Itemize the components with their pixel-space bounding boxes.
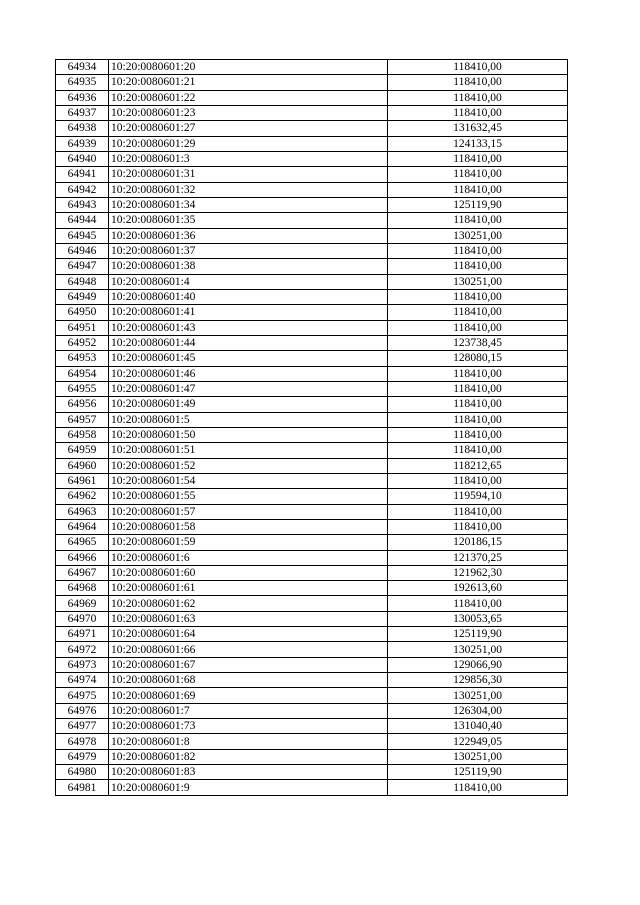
cadastral-number-cell: 10:20:0080601:47 [109,381,388,396]
row-number-cell: 64959 [56,443,109,458]
row-number-cell: 64968 [56,581,109,596]
cadastral-number-cell: 10:20:0080601:60 [109,565,388,580]
table-row [56,780,568,795]
cadastral-value-cell: 118410,00 [388,473,568,488]
cadastral-number-cell: 10:20:0080601:36 [109,228,388,243]
table-row [56,489,568,504]
cadastral-number-cell: 10:20:0080601:29 [109,136,388,151]
cadastral-value-cell: 130251,00 [388,642,568,657]
cadastral-number-cell: 10:20:0080601:69 [109,688,388,703]
cadastral-number-cell: 10:20:0080601:82 [109,749,388,764]
row-number-cell: 64958 [56,427,109,442]
cadastral-number-cell: 10:20:0080601:21 [109,75,388,90]
row-number-cell: 64978 [56,734,109,749]
row-number-cell: 64941 [56,167,109,182]
table-row [56,611,568,626]
row-number-cell: 64946 [56,243,109,258]
cadastral-value-cell: 118212,65 [388,458,568,473]
cadastral-value-cell: 130251,00 [388,688,568,703]
cadastral-value-cell: 118410,00 [388,289,568,304]
row-number-cell: 64940 [56,151,109,166]
table-row [56,565,568,580]
table-row [56,443,568,458]
cadastral-number-cell: 10:20:0080601:46 [109,366,388,381]
table-row [56,320,568,335]
table-row [56,749,568,764]
cadastral-number-cell: 10:20:0080601:9 [109,780,388,795]
row-number-cell: 64956 [56,397,109,412]
table-row [56,335,568,350]
cadastral-value-cell: 121962,30 [388,565,568,580]
row-number-cell: 64957 [56,412,109,427]
row-number-cell: 64975 [56,688,109,703]
table-row [56,504,568,519]
table-row [56,228,568,243]
cadastral-value-cell: 125119,90 [388,197,568,212]
cadastral-number-cell: 10:20:0080601:73 [109,719,388,734]
cadastral-value-cell: 118410,00 [388,504,568,519]
cadastral-value-cell: 118410,00 [388,443,568,458]
cadastral-value-cell: 129856,30 [388,673,568,688]
table-row [56,90,568,105]
row-number-cell: 64938 [56,121,109,136]
row-number-cell: 64947 [56,259,109,274]
cadastral-number-cell: 10:20:0080601:62 [109,596,388,611]
table-row [56,734,568,749]
cadastral-value-cell: 126304,00 [388,703,568,718]
cadastral-value-cell: 130251,00 [388,274,568,289]
row-number-cell: 64953 [56,351,109,366]
table-row [56,105,568,120]
row-number-cell: 64948 [56,274,109,289]
row-number-cell: 64972 [56,642,109,657]
cadastral-number-cell: 10:20:0080601:83 [109,765,388,780]
cadastral-value-cell: 131040,40 [388,719,568,734]
cadastral-number-cell: 10:20:0080601:7 [109,703,388,718]
row-number-cell: 64962 [56,489,109,504]
row-number-cell: 64935 [56,75,109,90]
cadastral-value-cell: 192613,60 [388,581,568,596]
cadastral-value-cell: 131632,45 [388,121,568,136]
cadastral-value-cell: 118410,00 [388,320,568,335]
table-row [56,274,568,289]
cadastral-number-cell: 10:20:0080601:20 [109,60,388,75]
table-row [56,412,568,427]
cadastral-number-cell: 10:20:0080601:68 [109,673,388,688]
cadastral-value-cell: 118410,00 [388,259,568,274]
cadastral-number-cell: 10:20:0080601:31 [109,167,388,182]
cadastral-number-cell: 10:20:0080601:40 [109,289,388,304]
row-number-cell: 64942 [56,182,109,197]
row-number-cell: 64950 [56,305,109,320]
cadastral-value-cell: 125119,90 [388,627,568,642]
cadastral-number-cell: 10:20:0080601:66 [109,642,388,657]
table-row [56,213,568,228]
row-number-cell: 64970 [56,611,109,626]
row-number-cell: 64937 [56,105,109,120]
table-row [56,719,568,734]
cadastral-number-cell: 10:20:0080601:3 [109,151,388,166]
cadastral-number-cell: 10:20:0080601:35 [109,213,388,228]
table-body [56,60,568,796]
table-row [56,642,568,657]
row-number-cell: 64939 [56,136,109,151]
cadastral-value-cell: 118410,00 [388,243,568,258]
table-row [56,596,568,611]
cadastral-value-cell: 129066,90 [388,657,568,672]
cadastral-number-cell: 10:20:0080601:49 [109,397,388,412]
row-number-cell: 64967 [56,565,109,580]
row-number-cell: 64944 [56,213,109,228]
cadastral-number-cell: 10:20:0080601:22 [109,90,388,105]
row-number-cell: 64966 [56,550,109,565]
table-row [56,703,568,718]
cadastral-value-cell: 130251,00 [388,228,568,243]
cadastral-value-cell: 118410,00 [388,381,568,396]
row-number-cell: 64949 [56,289,109,304]
cadastral-value-cell: 118410,00 [388,366,568,381]
table-row [56,75,568,90]
cadastral-value-cell: 118410,00 [388,780,568,795]
cadastral-number-cell: 10:20:0080601:43 [109,320,388,335]
table-row [56,182,568,197]
table-row [56,167,568,182]
table-row [56,581,568,596]
row-number-cell: 64943 [56,197,109,212]
cadastral-value-cell: 118410,00 [388,75,568,90]
table-row [56,243,568,258]
cadastral-value-cell: 118410,00 [388,412,568,427]
cadastral-number-cell: 10:20:0080601:41 [109,305,388,320]
table-row [56,381,568,396]
table-row [56,427,568,442]
table-row [56,151,568,166]
cadastral-number-cell: 10:20:0080601:55 [109,489,388,504]
cadastral-number-cell: 10:20:0080601:63 [109,611,388,626]
row-number-cell: 64963 [56,504,109,519]
row-number-cell: 64954 [56,366,109,381]
cadastral-value-cell: 118410,00 [388,397,568,412]
cadastral-number-cell: 10:20:0080601:64 [109,627,388,642]
row-number-cell: 64945 [56,228,109,243]
cadastral-number-cell: 10:20:0080601:51 [109,443,388,458]
cadastral-value-cell: 121370,25 [388,550,568,565]
cadastral-number-cell: 10:20:0080601:5 [109,412,388,427]
cadastral-number-cell: 10:20:0080601:50 [109,427,388,442]
table-row [56,397,568,412]
row-number-cell: 64969 [56,596,109,611]
cadastral-value-cell: 118410,00 [388,427,568,442]
cadastral-value-cell: 120186,15 [388,535,568,550]
table-row [56,289,568,304]
cadastral-value-cell: 118410,00 [388,90,568,105]
table-row [56,458,568,473]
row-number-cell: 64965 [56,535,109,550]
cadastral-number-cell: 10:20:0080601:44 [109,335,388,350]
row-number-cell: 64980 [56,765,109,780]
cadastral-value-cell: 118410,00 [388,305,568,320]
row-number-cell: 64934 [56,60,109,75]
cadastral-value-cell: 124133,15 [388,136,568,151]
cadastral-number-cell: 10:20:0080601:6 [109,550,388,565]
table-row [56,765,568,780]
cadastral-value-cell: 118410,00 [388,213,568,228]
cadastral-number-cell: 10:20:0080601:34 [109,197,388,212]
cadastral-number-cell: 10:20:0080601:4 [109,274,388,289]
table-row [56,366,568,381]
table-row [56,473,568,488]
cadastral-number-cell: 10:20:0080601:54 [109,473,388,488]
cadastral-value-cell: 130251,00 [388,749,568,764]
cadastral-value-cell: 119594,10 [388,489,568,504]
cadastral-number-cell: 10:20:0080601:32 [109,182,388,197]
cadastral-number-cell: 10:20:0080601:67 [109,657,388,672]
row-number-cell: 64951 [56,320,109,335]
cadastral-value-table [55,59,568,796]
table-row [56,519,568,534]
row-number-cell: 64960 [56,458,109,473]
row-number-cell: 64964 [56,519,109,534]
cadastral-number-cell: 10:20:0080601:57 [109,504,388,519]
row-number-cell: 64979 [56,749,109,764]
cadastral-value-cell: 118410,00 [388,182,568,197]
cadastral-value-cell: 118410,00 [388,151,568,166]
row-number-cell: 64961 [56,473,109,488]
cadastral-value-cell: 118410,00 [388,167,568,182]
row-number-cell: 64955 [56,381,109,396]
cadastral-number-cell: 10:20:0080601:27 [109,121,388,136]
cadastral-value-cell: 118410,00 [388,596,568,611]
cadastral-number-cell: 10:20:0080601:61 [109,581,388,596]
cadastral-number-cell: 10:20:0080601:59 [109,535,388,550]
cadastral-number-cell: 10:20:0080601:52 [109,458,388,473]
row-number-cell: 64974 [56,673,109,688]
row-number-cell: 64981 [56,780,109,795]
table-row [56,657,568,672]
cadastral-number-cell: 10:20:0080601:23 [109,105,388,120]
table-row [56,688,568,703]
table-row [56,535,568,550]
cadastral-number-cell: 10:20:0080601:45 [109,351,388,366]
cadastral-value-cell: 130053,65 [388,611,568,626]
table-row [56,121,568,136]
row-number-cell: 64976 [56,703,109,718]
cadastral-number-cell: 10:20:0080601:8 [109,734,388,749]
table-row [56,60,568,75]
row-number-cell: 64973 [56,657,109,672]
table-row [56,305,568,320]
table-row [56,259,568,274]
cadastral-value-cell: 128080,15 [388,351,568,366]
cadastral-number-cell: 10:20:0080601:58 [109,519,388,534]
table-row [56,136,568,151]
table-row [56,197,568,212]
row-number-cell: 64977 [56,719,109,734]
cadastral-value-cell: 118410,00 [388,105,568,120]
table-row [56,550,568,565]
cadastral-number-cell: 10:20:0080601:37 [109,243,388,258]
cadastral-value-cell: 122949,05 [388,734,568,749]
table-row [56,351,568,366]
row-number-cell: 64952 [56,335,109,350]
cadastral-value-cell: 125119,90 [388,765,568,780]
table-row [56,627,568,642]
row-number-cell: 64936 [56,90,109,105]
cadastral-number-cell: 10:20:0080601:38 [109,259,388,274]
cadastral-value-cell: 118410,00 [388,519,568,534]
cadastral-value-cell: 118410,00 [388,60,568,75]
table-row [56,673,568,688]
cadastral-value-cell: 123738,45 [388,335,568,350]
row-number-cell: 64971 [56,627,109,642]
